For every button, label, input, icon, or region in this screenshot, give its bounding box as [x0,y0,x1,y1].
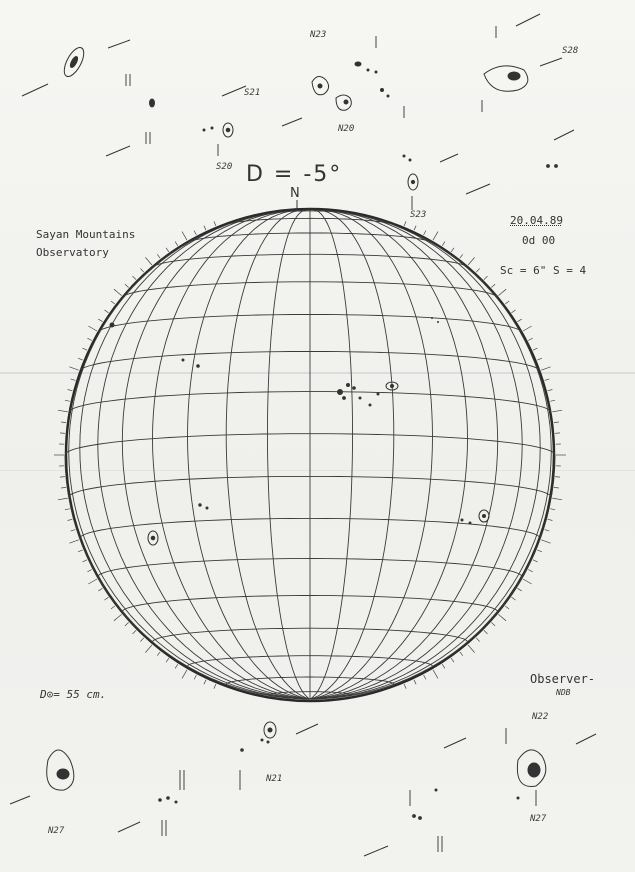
limb-tick [491,284,495,287]
limb-tick [552,498,562,500]
limb-tick [476,638,479,642]
limb-tick [140,269,143,273]
limb-tick [505,606,509,609]
limb-tick [414,680,416,685]
page-title: D = -5° [246,162,343,187]
limb-tick [545,379,550,381]
limb-tick [518,588,522,591]
limb-tick [433,670,438,679]
limb-tick [87,338,91,340]
limb-tick [214,221,216,226]
limb-tick [78,550,83,552]
limb-tick [104,597,108,600]
limb-tick [548,519,553,520]
limb-tick [442,664,445,668]
limb-tick [533,348,538,350]
limb-tick [194,675,196,679]
limb-tick [111,606,115,609]
limb-tick [424,231,426,235]
limb-tick [552,410,562,412]
limb-tick [140,638,143,642]
limb-tick [541,540,550,543]
limb-tick [83,560,88,562]
limb-tick [554,422,559,423]
limb-tick [528,338,532,340]
spot-label-n27-right: N27 [530,814,547,824]
limb-tick [98,588,102,591]
observatory-name: Sayan Mountains [36,228,136,241]
limb-tick [145,645,152,653]
limb-tick [61,422,66,423]
limb-tick [114,289,122,295]
limb-tick [125,284,129,287]
spot-label-s21: S21 [244,88,261,98]
limb-tick [484,276,488,280]
meridian-line [98,214,310,699]
limb-tick [523,326,532,331]
meridian-line [310,214,522,699]
limb-tick [175,242,178,246]
limb-tick [204,226,206,231]
limb-tick [182,232,187,241]
limb-tick [60,433,65,434]
limb-tick [518,319,522,322]
limb-tick [166,658,169,662]
limb-tick [460,652,463,656]
limb-tick [88,326,97,331]
limb-tick [69,540,78,543]
meridian-line [310,210,433,699]
limb-tick [555,433,560,434]
limb-tick [512,310,516,313]
limb-tick [104,310,108,313]
meridian-line [153,211,311,699]
limb-tick [442,242,445,246]
observation-time: 0d 00 [522,234,556,247]
meridian-line [268,210,311,699]
limb-tick [78,358,83,360]
limb-tick [554,487,559,488]
disk-diameter: D⊙= 55 cm. [40,688,107,701]
limb-tick [541,367,550,370]
limb-tick [523,579,532,584]
limb-tick [484,630,488,634]
limb-tick [545,530,550,532]
observation-date: 20.04.89 [510,214,563,227]
margin-sketch-top-left [22,40,155,156]
limb-tick [512,597,516,600]
limb-tick [71,530,76,532]
limb-tick [460,254,463,258]
limb-tick [114,614,122,620]
limb-tick [58,498,68,500]
spot-label-s28: S28 [562,46,579,56]
limb-tick [68,519,73,520]
limb-tick [111,301,115,304]
limb-tick [433,232,438,241]
spot-label-n20: N20 [338,124,355,134]
heliographic-grid [65,210,555,699]
limb-tick [145,257,152,265]
limb-tick [404,221,406,226]
margin-sketch-bottom-right [517,734,596,799]
limb-tick [548,390,553,391]
spot-label-n23: N23 [310,30,327,40]
limb-tick [194,231,196,235]
spot-label-s20: S20 [216,162,233,172]
seeing-scale: Sc = 6" S = 4 [500,264,587,277]
spot-label-s23: S23 [410,210,427,220]
limb-tick [491,623,495,626]
limb-tick [555,477,560,478]
limb-tick [468,257,475,265]
north-label: N [290,186,300,201]
meridian-line [310,210,353,699]
limb-tick [83,348,88,350]
limb-tick [533,560,538,562]
margin-sketch-bottom-center [241,722,466,856]
observer-label: Observer- [530,672,596,686]
limb-tick [451,658,454,662]
observatory-label: Observatory [36,246,109,259]
limb-tick [133,630,137,634]
limb-tick [550,509,555,510]
limb-tick [58,410,68,412]
limb-tick [424,675,426,679]
limb-tick [175,664,178,668]
limb-tick [214,684,216,689]
limb-tick [166,248,169,252]
limb-tick [537,550,542,552]
disk-spot-group-west [461,510,489,524]
spot-label-n22: N22 [532,712,549,722]
limb-tick [68,390,73,391]
limb-tick [88,579,97,584]
limb-tick [182,670,187,679]
margin-sketch-top-right [403,14,574,194]
limb-tick [204,680,206,685]
meridian-line [226,210,310,699]
limb-tick [537,358,542,360]
limb-tick [98,319,102,322]
observer-id: NDB [556,688,571,697]
meridian-line [310,211,468,699]
margin-sketch-top-center [203,62,389,137]
limb-tick [468,645,475,653]
margin-sketch-bottom-left [10,750,177,832]
limb-tick [69,367,78,370]
limb-tick [476,269,479,273]
disk-spot-group-center [338,382,399,406]
limb-tick [414,226,416,231]
spot-label-n27-left: N27 [48,826,65,836]
limb-tick [451,248,454,252]
limb-tick [87,570,91,572]
limb-tick [498,614,506,620]
limb-tick [71,379,76,381]
limb-tick [125,623,129,626]
limb-tick [60,477,65,478]
meridian-line [310,210,394,699]
limb-tick [550,400,555,401]
limb-tick [498,289,506,295]
limb-tick [65,509,70,510]
limb-tick [404,684,406,689]
limb-tick [61,487,66,488]
limb-tick [528,570,532,572]
limb-tick [157,254,160,258]
meridian-line [188,210,311,699]
limb-tick [157,652,160,656]
limb-tick [133,276,137,280]
spot-label-n21: N21 [266,774,283,784]
limb-tick [505,301,509,304]
limb-tick [65,400,70,401]
